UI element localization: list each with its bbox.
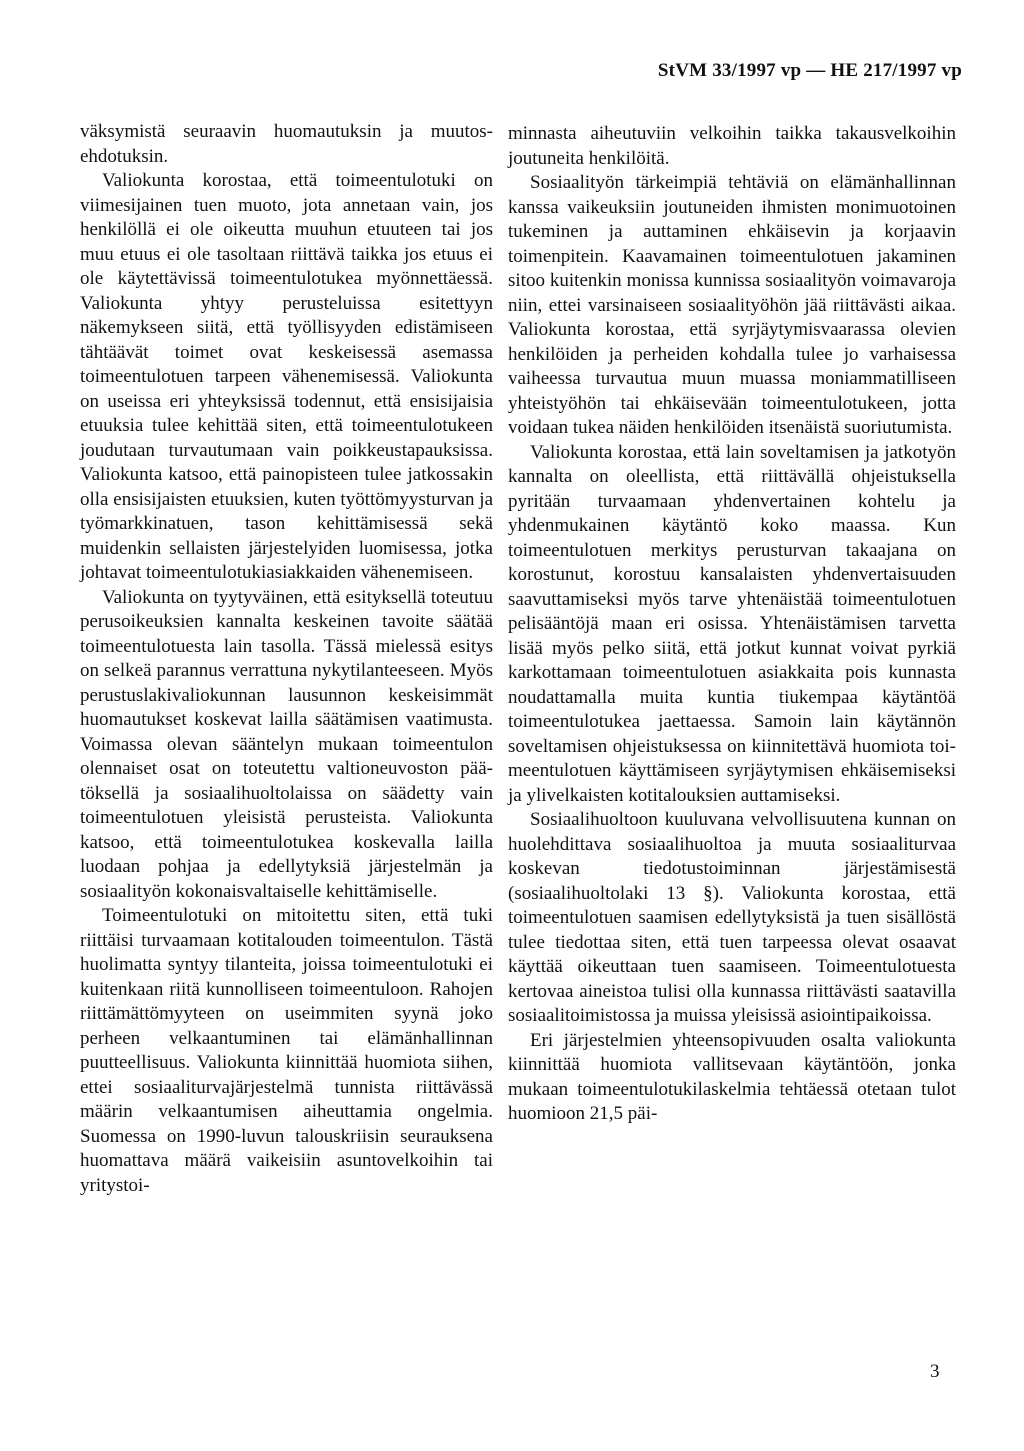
page-number: 3 — [930, 1361, 940, 1382]
paragraph: Valiokunta korostaa, että lain soveltamisen ja jatkotyön kannalta on oleellista, että riittävällä ohjeistuksella pyritään turvaamaan yhdenvertainen kohtelu ja yhdenmukainen käytäntö koko maassa. Kun toimeentulotuen merkitys perusturvan takaajana on korostunut, korostuu kansalaisten yhdenvertaisuuden saavuttamiseksi myös tarve yhtenäistää toimeentulotuen pelisääntöjä maan eri osissa. Yhtenäistämisen tarvetta lisää myös pelko siitä, että jotkut kunnat voivat pyrkiä karkottamaan toimeentulotuen asiakkaita pois kunnasta noudattamalla muita kuntia tiukempaa käytäntöä toimeentulotukea jaettaessa. Samoin lain käytännön soveltamisen ohjeistuksessa on kiinnitettävä huomiota toimeentulotuen käyttämiseen syrjäytymisen ehkäisemiseksi ja ylivelkaisten kotitalouksien auttamiseksi. — [508, 441, 956, 806]
paragraph: Sosiaalityön tärkeimpiä tehtäviä on elämänhallinnan kanssa vaikeuksiin joutuneiden ihmisten monimuotoinen tukeminen ja auttaminen ehkäisevin ja korjaavin toimenpitein. Kaavamainen toimeentulotuen jakaminen sitoo kuitenkin monissa kunnissa sosiaalityön voimavaroja niin, ettei varsinaiseen sosiaalityöhön jää riittävästi aikaa. Valiokunta korostaa, että syrjäytymisvaarassa olevien henkilöiden ja perheiden kohdalla tulee jo varhaisessa vaiheessa turvautua muun muassa moniammatilliseen yhteistyöhön tai ehkäisevään toimeentulotukeen, jotta voidaan tukea näiden henkilöiden itsenäistä suoriutumista. — [508, 172, 956, 438]
paragraph: väksymistä seuraavin huomautuksin ja muutosehdotuksin. — [80, 121, 493, 167]
paragraph: Valiokunta korostaa, että toimeentulotuki on viimesijainen tuen muoto, jota annetaan vain, jos henkilöllä ei ole oikeutta muuhun etuuteen tai jos muu etuus ei ole tasoltaan riittävä taikka jos etuus ei ole käytettävissä toimeentulotukea myönnettäessä. Valiokunta yhtyy perusteluissa esitettyyn näkemykseen siitä, että työllisyyden edistämiseen tähtäävät toimet ovat keskeisessä asemassa toimeentulotuen tarpeen vähenemisessä. Valiokunta on useissa eri yhteyksissä todennut, että ensisijaisia etuuksia tulee kehittää siten, että toimeentulotukeen joudutaan turvautumaan vain poikkeustapauksissa. Valiokunta katsoo, että painopisteen tulee jatkossakin olla ensisijaisten etuuksien, kuten työttömyysturvan ja työmarkkinatuen, tason kehittämisessä sekä muidenkin sellaisten järjestelyiden luomisessa, jotka johtavat toimeentulotukiasiakkaiden vähenemiseen. — [80, 170, 493, 583]
paragraph: minnasta aiheutuviin velkoihin taikka takausvelkoihin joutuneita henkilöitä. — [508, 123, 956, 169]
paragraph: Valiokunta on tyytyväinen, että esityksellä toteutuu perusoikeuksien kannalta keskeinen tavoite säätää toimeentulotuesta lain tasolla. Tässä mielessä esitys on selkeä parannus verrattuna nykytilanteeseen. Myös perustuslakivaliokunnan lausunnon keskeisimmät huomautukset koskevat lailla säätämisen vaatimusta. Voimassa olevan sääntelyn mukaan toimeentulon olennaiset osat on toteutettu valtioneuvoston päätöksellä ja sosiaalihuoltolaissa on säädetty vain toimeentulotuen yleisistä perusteista. Valiokunta katsoo, että toimeentulotukea koskevalla lailla luodaan pohjaa ja edellytyksiä järjestelmän ja sosiaalityön kokonaisvaltaiselle kehittämiselle. — [80, 586, 493, 902]
right-column — [508, 122, 956, 1127]
paragraph: Toimeentulotuki on mitoitettu siten, että tuki riittäisi turvaamaan kotitalouden toimeentulon. Tästä huolimatta syntyy tilanteita, joissa toimeentulotuki ei kuitenkaan riitä kunnolliseen toimeentuloon. Rahojen riittämättömyyteen on useimmiten syynä joko perheen velkaantuminen tai elämänhallinnan puutteellisuus. Valiokunta kiinnittää huomiota siihen, ettei sosiaaliturvajärjestelmä tunnista riittävässä määrin velkaantumisen aiheuttamia ongelmia. Suomessa on 1990-luvun talouskriisin seurauksena huomattava määrä vaikeisiin asuntovelkoihin tai yritystoi- — [80, 905, 493, 1196]
paragraph: Eri järjestelmien yhteensopivuuden osalta valiokunta kiinnittää huomiota vallitsevaan käytäntöön, jonka mukaan toimeentulotukilaskelmia tehtäessä otetaan tulot huomioon 21,5 päi- — [508, 1029, 956, 1124]
paragraph: Sosiaalihuoltoon kuuluvana velvollisuutena kunnan on huolehdittava sosiaalihuoltoa ja muuta sosiaaliturvaa koskevan tiedotustoiminnan järjestämisestä (sosiaalihuoltolaki 13 §). Valiokunta korostaa, että toimeentulotuen saamisen edellytyksistä ja tuen sisällöstä tulee tiedottaa siten, että tuen tarpeessa olevat osaavat käyttää oikeuttaan tuen saamiseen. Toimeentulotuesta kertovaa aineistoa tulisi olla kunnassa riittävästi saatavilla sosiaalitoimistossa ja muissa yleisissä asiointipaikoissa. — [508, 809, 956, 1026]
left-column — [80, 120, 493, 1198]
page-header: StVM 33/1997 vp — HE 217/1997 vp — [657, 60, 962, 81]
